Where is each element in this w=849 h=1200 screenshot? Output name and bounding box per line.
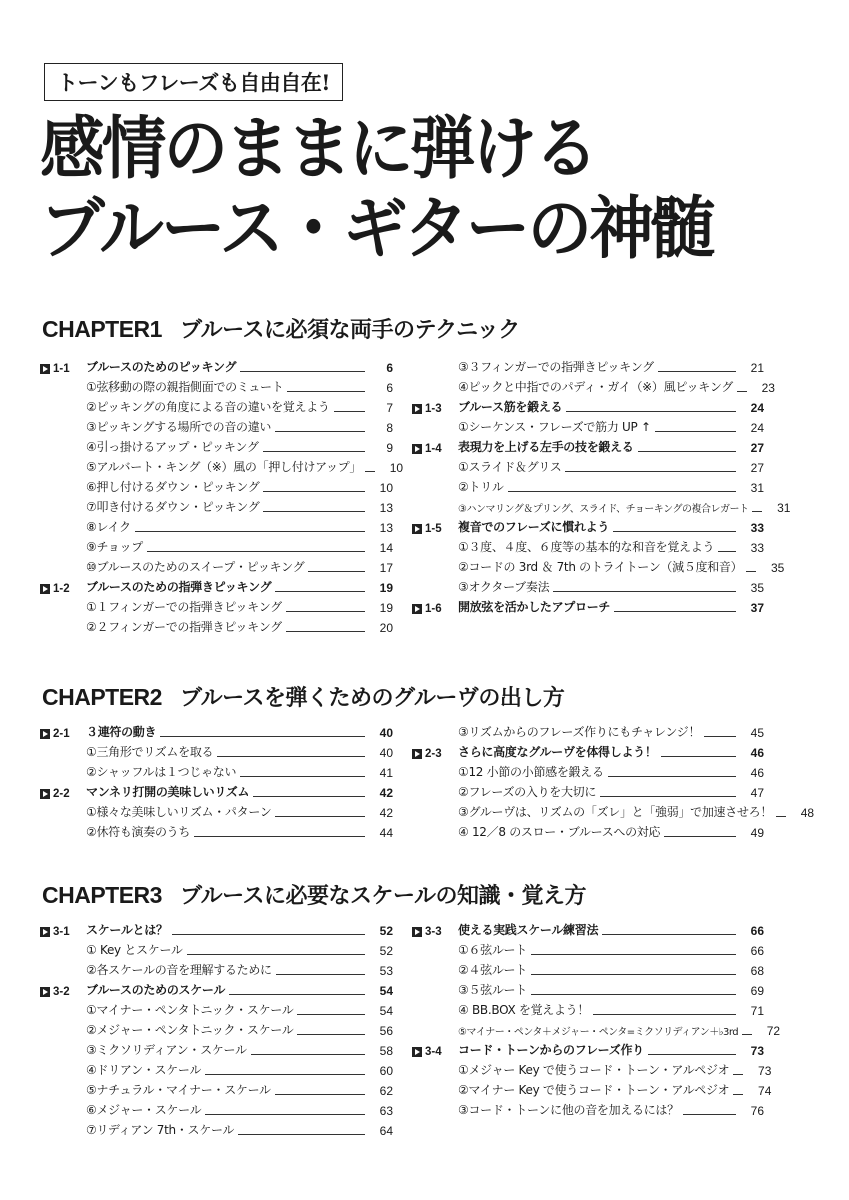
toc-section-row: [40, 720, 393, 740]
leader-line: [664, 836, 736, 837]
leader-line: [602, 934, 736, 935]
item-title: ①様々な美味しいリズム・パターン: [86, 805, 272, 819]
toc-item-row: [412, 958, 764, 978]
toc-item-row: [40, 1058, 393, 1078]
toc-section-row: [40, 978, 393, 998]
toc-item-row: [412, 475, 764, 495]
page-number: 46: [750, 746, 764, 760]
page-number: 33: [750, 521, 764, 535]
page-number: 6: [386, 381, 393, 395]
toc-column-right: [412, 720, 815, 840]
leader-line: [275, 816, 365, 817]
leader-line: [752, 511, 762, 512]
toc-item-row: [40, 535, 393, 555]
leader-line: [240, 776, 365, 777]
page-number: 10: [379, 481, 393, 495]
section-title: 表現力を上げる左手の技を鍛える: [458, 440, 634, 454]
tagline-box: [44, 63, 343, 101]
page-number: 56: [379, 1024, 393, 1038]
toc-column-right: [412, 355, 791, 615]
toc-item-row: [412, 720, 764, 740]
page-number: 33: [750, 541, 764, 555]
page-number: 31: [777, 501, 791, 515]
section-arrow-icon: [412, 1047, 422, 1057]
leader-line: [275, 591, 365, 592]
leader-line: [297, 1014, 365, 1015]
section-title: マンネリ打開の美味しいリズム: [86, 785, 250, 799]
section-arrow-icon: [40, 927, 50, 937]
toc-item-row: [412, 1098, 764, 1118]
section-title: 開放弦を活かしたアプローチ: [458, 600, 611, 614]
toc-item-row: [412, 820, 764, 840]
chapter-label: CHAPTER1: [42, 316, 162, 342]
leader-line: [531, 994, 736, 995]
section-arrow-icon: [40, 584, 50, 594]
leader-line: [508, 491, 736, 492]
section-number: [40, 363, 86, 375]
item-title: ②マイナー Key で使うコード・トーン・アルペジオ: [458, 1083, 730, 1097]
toc-item-row: [40, 555, 393, 575]
page-number: 24: [750, 401, 764, 415]
section-title: 使える実践スケール練習法: [458, 923, 599, 937]
item-title: ⑤ナチュラル・マイナー・スケール: [86, 1083, 271, 1097]
section-number-text: 2-1: [53, 728, 70, 740]
leader-line: [553, 591, 736, 592]
section-number: [40, 788, 86, 800]
leader-line: [286, 611, 365, 612]
page-number: 6: [386, 361, 393, 375]
item-title: ④ 12／8 のスロー・ブルースへの対応: [458, 825, 661, 839]
section-number: [412, 926, 458, 938]
toc-item-row: [40, 475, 393, 495]
page-number: 8: [386, 421, 393, 435]
item-title: ③３フィンガーでの指弾きピッキング: [458, 360, 654, 374]
toc-item-row: [412, 455, 764, 475]
leader-line: [147, 551, 365, 552]
leader-line: [733, 1074, 743, 1075]
item-title: ②コードの 3rd ＆ 7th のトライトーン（減５度和音）: [458, 560, 743, 574]
section-title: ブルースのためのスケール: [86, 983, 226, 997]
leader-line: [565, 471, 736, 472]
page-number: 31: [750, 481, 764, 495]
toc-item-row: [40, 1038, 393, 1058]
leader-line: [613, 531, 736, 532]
section-number-text: 3-4: [425, 1046, 442, 1058]
section-number-text: 1-2: [53, 583, 70, 595]
page-number: 21: [750, 361, 764, 375]
toc-item-row: [412, 1018, 781, 1038]
section-arrow-icon: [412, 927, 422, 937]
item-title: ④ BB.BOX を覚えよう！: [458, 1003, 590, 1017]
toc-item-row: [40, 938, 393, 958]
toc-section-row: [412, 515, 764, 535]
chapter-title: ブルースに必須な両手のテクニック: [179, 318, 520, 343]
toc-item-row: [412, 535, 764, 555]
section-title: 複音でのフレーズに慣れよう: [458, 520, 610, 534]
page-number: 76: [750, 1104, 764, 1118]
toc-item-row: [412, 998, 764, 1018]
leader-line: [531, 974, 736, 975]
toc-column-left: [40, 355, 404, 635]
leader-line: [608, 776, 736, 777]
page-number: 68: [750, 964, 764, 978]
toc-column-left: [40, 918, 393, 1138]
page-number: 14: [379, 541, 393, 555]
toc-section-row: [40, 575, 393, 595]
page-number: 13: [379, 521, 393, 535]
page-number: 66: [750, 944, 764, 958]
page-number: 45: [750, 726, 764, 740]
toc-section-row: [412, 395, 764, 415]
leader-line: [600, 796, 736, 797]
leader-line: [287, 391, 365, 392]
book-title-line-2: ブルース・ギターの神髄: [40, 190, 713, 269]
page-number: 52: [379, 924, 393, 938]
toc-item-row: [412, 1078, 772, 1098]
page-number: 44: [379, 826, 393, 840]
section-arrow-icon: [40, 364, 50, 374]
section-arrow-icon: [40, 987, 50, 997]
item-title: ②メジャー・ペンタトニック・スケール: [86, 1023, 294, 1037]
leader-line: [205, 1114, 365, 1115]
toc-item-row: [412, 938, 764, 958]
item-title: ③ミクソリディアン・スケール: [86, 1043, 247, 1057]
toc-item-row: [40, 455, 404, 475]
section-number: [412, 403, 458, 415]
toc-item-row: [40, 515, 393, 535]
toc-item-row: [412, 575, 764, 595]
section-number: [40, 926, 86, 938]
leader-line: [683, 1114, 736, 1115]
section-number: [40, 728, 86, 740]
item-title: ①スライド＆グリス: [458, 460, 562, 474]
leader-line: [658, 371, 736, 372]
toc-section-row: [40, 918, 393, 938]
section-number: [412, 443, 458, 455]
toc-item-row: [40, 1078, 393, 1098]
item-title: ①メジャー Key で使うコード・トーン・アルペジオ: [458, 1063, 730, 1077]
leader-line: [194, 836, 365, 837]
toc-section-row: [412, 595, 764, 615]
section-number: [412, 748, 458, 760]
page-number: 20: [379, 621, 393, 635]
item-title: ⑧レイク: [86, 520, 131, 534]
page-number: 54: [379, 984, 393, 998]
item-title: ①三角形でリズムを取る: [86, 745, 214, 759]
section-arrow-icon: [412, 444, 422, 454]
leader-line: [251, 1054, 365, 1055]
section-number: [40, 986, 86, 998]
page-number: 73: [750, 1044, 764, 1058]
item-title: ②４弦ルート: [458, 963, 527, 977]
chapter-heading: [42, 686, 564, 710]
section-title: ３連符の動き: [86, 725, 157, 739]
toc-item-row: [40, 395, 393, 415]
page-number: 66: [750, 924, 764, 938]
leader-line: [275, 1094, 365, 1095]
toc-section-row: [412, 740, 764, 760]
item-title: ②ピッキングの角度による音の違いを覚えよう: [86, 400, 330, 414]
chapter-title: ブルースを弾くためのグルーヴの出し方: [179, 686, 565, 711]
book-title-line-1: 感情のままに弾ける: [40, 110, 596, 189]
section-arrow-icon: [40, 789, 50, 799]
item-title: ③グルーヴは、リズムの「ズレ」と「強弱」で加速させろ！: [458, 805, 773, 819]
toc-item-row: [412, 800, 815, 820]
toc-item-row: [40, 820, 393, 840]
item-title: ③ハンマリング＆プリング、スライド、チョーキングの複合レガート: [458, 504, 749, 515]
section-number-text: 1-1: [53, 363, 70, 375]
leader-line: [661, 756, 736, 757]
leader-line: [263, 451, 365, 452]
page-number: 69: [750, 984, 764, 998]
toc-section-row: [412, 1038, 764, 1058]
leader-line: [187, 954, 365, 955]
page-number: 24: [750, 421, 764, 435]
leader-line: [205, 1074, 365, 1075]
toc-item-row: [40, 1098, 393, 1118]
toc-item-row: [412, 375, 775, 395]
item-title: ②２フィンガーでの指弾きピッキング: [86, 620, 282, 634]
page-number: 48: [800, 806, 815, 820]
leader-line: [614, 611, 736, 612]
toc-item-row: [412, 555, 785, 575]
section-arrow-icon: [40, 729, 50, 739]
leader-line: [217, 756, 365, 757]
section-arrow-icon: [412, 404, 422, 414]
item-title: ②トリル: [458, 480, 504, 494]
leader-line: [733, 1094, 743, 1095]
toc-section-row: [40, 780, 393, 800]
item-title: ⑦叩き付けるダウン・ピッキング: [86, 500, 260, 514]
page-number: 72: [766, 1024, 781, 1038]
leader-line: [275, 431, 365, 432]
leader-line: [704, 736, 736, 737]
leader-line: [566, 411, 736, 412]
page-number: 27: [750, 441, 764, 455]
leader-line: [240, 371, 365, 372]
leader-line: [238, 1134, 365, 1135]
leader-line: [297, 1034, 365, 1035]
leader-line: [655, 431, 736, 432]
section-number-text: 1-3: [425, 403, 442, 415]
item-title: ⑩ブルースのためのスイープ・ピッキング: [86, 560, 305, 574]
chapter-title: ブルースに必要なスケールの知識・覚え方: [179, 884, 587, 909]
section-number: [412, 603, 458, 615]
item-title: ①12 小節の小節感を鍛える: [458, 765, 604, 779]
item-title: ⑤マイナー・ペンタ＋メジャー・ペンタ=ミクソリディアン＋♭3rd: [458, 1027, 739, 1038]
item-title: ③コード・トーンに他の音を加えるには？: [458, 1103, 679, 1117]
item-title: ⑦リディアン 7th・スケール: [86, 1123, 235, 1137]
leader-line: [308, 571, 365, 572]
leader-line: [135, 531, 365, 532]
item-title: ④ドリアン・スケール: [86, 1063, 202, 1077]
leader-line: [746, 571, 756, 572]
item-title: ④ピックと中指でのパディ・ガイ（※）風ピッキング: [458, 380, 733, 394]
page-number: 17: [379, 561, 393, 575]
toc-item-row: [40, 1018, 393, 1038]
leader-line: [593, 1014, 736, 1015]
page-number: 35: [750, 581, 764, 595]
leader-line: [286, 631, 365, 632]
page-number: 40: [379, 726, 393, 740]
page-number: 23: [761, 381, 775, 395]
section-title: ブルース筋を鍛える: [458, 400, 563, 414]
toc-section-row: [412, 918, 764, 938]
item-title: ⑨チョップ: [86, 540, 143, 554]
leader-line: [263, 511, 365, 512]
page-number: 63: [379, 1104, 393, 1118]
section-arrow-icon: [412, 524, 422, 534]
section-title: ブルースのための指弾きピッキング: [86, 580, 272, 594]
page-number: 62: [379, 1084, 393, 1098]
toc-section-row: [412, 435, 764, 455]
page-number: 27: [750, 461, 764, 475]
page-number: 47: [750, 786, 764, 800]
page-number: 41: [379, 766, 393, 780]
toc-item-row: [40, 760, 393, 780]
leader-line: [638, 451, 736, 452]
item-title: ⑥押し付けるダウン・ピッキング: [86, 480, 260, 494]
section-title: さらに高度なグルーヴを体得しよう！: [458, 745, 657, 759]
page-number: 49: [750, 826, 764, 840]
toc-item-row: [412, 978, 764, 998]
section-number-text: 1-4: [425, 443, 442, 455]
item-title: ④引っ掛けるアップ・ピッキング: [86, 440, 259, 454]
leader-line: [172, 934, 365, 935]
section-title: ブルースのためのピッキング: [86, 360, 237, 374]
item-title: ③リズムからのフレーズ作りにもチャレンジ！: [458, 725, 701, 739]
toc-item-row: [412, 415, 764, 435]
toc-item-row: [40, 415, 393, 435]
page-number: 53: [379, 964, 393, 978]
toc-item-row: [40, 958, 393, 978]
toc-item-row: [40, 800, 393, 820]
toc-column-right: [412, 918, 781, 1118]
chapter-label: CHAPTER3: [42, 882, 162, 908]
page-number: 35: [770, 561, 785, 575]
item-title: ②フレーズの入りを大切に: [458, 785, 597, 799]
item-title: ③ピッキングする場所での音の違い: [86, 420, 272, 434]
item-title: ②シャッフルは１つじゃない: [86, 765, 237, 779]
page-number: 7: [386, 401, 393, 415]
page-number: 64: [379, 1124, 393, 1138]
section-number-text: 3-3: [425, 926, 442, 938]
leader-line: [229, 994, 365, 995]
toc-item-row: [40, 615, 393, 635]
page-number: 37: [750, 601, 764, 615]
toc-item-row: [40, 1118, 393, 1138]
toc-item-row: [412, 780, 764, 800]
page-number: 46: [750, 766, 764, 780]
page-number: 52: [379, 944, 393, 958]
leader-line: [742, 1034, 752, 1035]
chapter-heading: [42, 318, 520, 342]
section-number-text: 3-2: [53, 986, 70, 998]
leader-line: [160, 736, 365, 737]
page-number: 73: [758, 1064, 772, 1078]
page-number: 19: [379, 601, 393, 615]
toc-item-row: [40, 375, 393, 395]
page-number: 54: [379, 1004, 393, 1018]
toc-item-row: [40, 740, 393, 760]
toc-item-row: [412, 1058, 772, 1078]
item-title: ①マイナー・ペンタトニック・スケール: [86, 1003, 294, 1017]
page-number: 60: [379, 1064, 393, 1078]
toc-section-row: [40, 355, 393, 375]
leader-line: [253, 796, 365, 797]
section-arrow-icon: [412, 604, 422, 614]
item-title: ②休符も演奏のうち: [86, 825, 191, 839]
leader-line: [776, 816, 786, 817]
leader-line: [276, 974, 365, 975]
page-number: 42: [379, 786, 393, 800]
toc-item-row: [412, 760, 764, 780]
toc-item-row: [40, 595, 393, 615]
chapter-heading: [42, 884, 586, 908]
tagline-text: トーンもフレーズも自由自在!: [57, 70, 330, 95]
section-number: [412, 1046, 458, 1058]
item-title: ①６弦ルート: [458, 943, 527, 957]
item-title: ③５弦ルート: [458, 983, 527, 997]
leader-line: [648, 1054, 736, 1055]
item-title: ③オクターブ奏法: [458, 580, 550, 594]
section-number: [412, 523, 458, 535]
item-title: ⑥メジャー・スケール: [86, 1103, 202, 1117]
leader-line: [531, 954, 736, 955]
page-number: 40: [379, 746, 393, 760]
item-title: ① Key とスケール: [86, 943, 183, 957]
chapter-label: CHAPTER2: [42, 684, 162, 710]
page-number: 58: [379, 1044, 393, 1058]
leader-line: [263, 491, 365, 492]
page-number: 9: [386, 441, 393, 455]
page-number: 10: [389, 461, 404, 475]
page-number: 74: [758, 1084, 772, 1098]
item-title: ①弦移動の際の親指側面でのミュート: [86, 380, 284, 394]
toc-item-row: [412, 355, 764, 375]
section-number-text: 1-5: [425, 523, 442, 535]
section-title: スケールとは？: [86, 923, 168, 937]
page-number: 71: [750, 1004, 764, 1018]
item-title: ⑤アルバート・キング（※）風の「押し付けアップ」: [86, 460, 362, 474]
page-number: 13: [379, 501, 393, 515]
leader-line: [718, 551, 736, 552]
leader-line: [737, 391, 747, 392]
toc-column-left: [40, 720, 393, 840]
item-title: ②各スケールの音を理解するために: [86, 963, 272, 977]
section-number: [40, 583, 86, 595]
toc-item-row: [40, 495, 393, 515]
item-title: ①３度、４度、６度等の基本的な和音を覚えよう: [458, 540, 715, 554]
leader-line: [334, 411, 365, 412]
toc-item-row: [40, 435, 393, 455]
section-arrow-icon: [412, 749, 422, 759]
section-number-text: 3-1: [53, 926, 70, 938]
item-title: ①シーケンス・フレーズで筋力 UP ↑: [458, 420, 651, 434]
toc-item-row: [40, 998, 393, 1018]
section-title: コード・トーンからのフレーズ作り: [458, 1043, 644, 1057]
toc-item-row: [412, 495, 791, 515]
leader-line: [365, 471, 375, 472]
section-number-text: 2-3: [425, 748, 442, 760]
section-number-text: 1-6: [425, 603, 442, 615]
section-number-text: 2-2: [53, 788, 70, 800]
page-number: 42: [379, 806, 393, 820]
page-number: 19: [379, 581, 393, 595]
item-title: ①１フィンガーでの指弾きピッキング: [86, 600, 282, 614]
